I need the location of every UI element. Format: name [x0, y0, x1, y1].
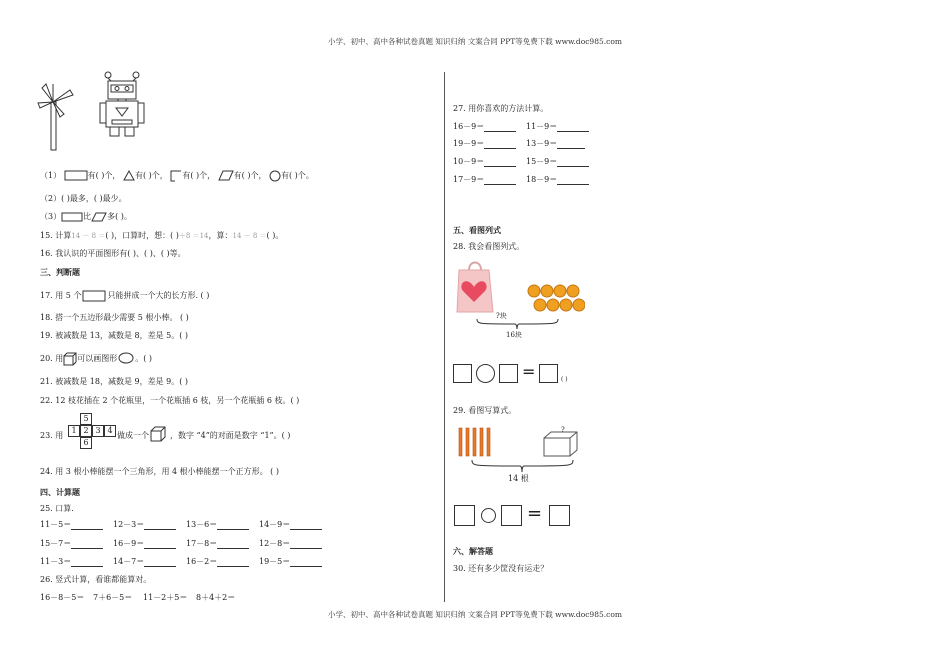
section-3-title: 三、判断题: [40, 267, 80, 277]
page-footer: 小学、初中、高中各种试卷真题 知识归纳 文案合同 PPT等免费下载 www.doc985.com: [328, 610, 622, 619]
vertical-expr: 7＋6－5＝: [93, 593, 133, 602]
q29: 29. 看图写算式。: [453, 406, 517, 415]
q25: 25. 口算.: [40, 504, 74, 513]
triangle-shape-icon: [123, 170, 135, 182]
gift-bag-illustration: [455, 258, 497, 314]
q26: 26. 竖式计算，看谁都能算对。: [40, 575, 152, 584]
q28: 28. 我会看图列式。: [453, 242, 525, 251]
calc-item: 19－9＝: [453, 139, 516, 149]
net-cell: 4: [104, 425, 116, 437]
q28-unknown-label: ?块: [496, 312, 507, 320]
unit-paren: ( ): [561, 376, 568, 383]
oral-item: 14－7＝: [113, 557, 176, 567]
column-divider: [444, 72, 445, 602]
oral-item: 15－7＝: [40, 539, 103, 549]
answer-box[interactable]: [549, 505, 570, 526]
oral-item: 12－3＝: [113, 520, 176, 530]
page-header: 小学、初中、高中各种试卷真题 知识归纳 文案合同 PPT等免费下载 www.doc985.com: [328, 37, 622, 46]
calc-item: 10－9＝: [453, 157, 516, 167]
answer-box[interactable]: [454, 505, 475, 526]
q23-label-c: ，数字 “4”的对面是数字 “1”。( ): [170, 431, 291, 440]
rectangle-shape-icon: [64, 170, 88, 182]
oval-icon: [117, 352, 135, 366]
section-6-title: 六、解答题: [453, 546, 493, 556]
calc-item: 15－9＝: [526, 157, 589, 167]
q28-total-label: 16块: [506, 331, 522, 339]
brace: [475, 318, 560, 330]
brace: [470, 459, 575, 473]
oral-item: 16－2＝: [186, 557, 249, 567]
calc-item: 16－9＝: [453, 122, 516, 132]
q18: 18. 搭一个五边形最少需要 5 根小棒。 ( ): [40, 313, 189, 322]
calc-item: 17－9＝: [453, 175, 516, 185]
small-rectangle-icon: [81, 289, 107, 303]
q20: 20. 用 可以画图形 。( ): [40, 352, 152, 366]
q29-total-label: 14 根: [508, 474, 529, 483]
answer-box[interactable]: [453, 364, 472, 383]
oral-item: 17－8＝: [186, 539, 249, 549]
q16: 16. 我认识的平面图形有( )、( )、( )等。: [40, 249, 186, 258]
q29-unknown-label: ?: [561, 426, 565, 434]
vertical-expr: 16－8－5＝: [40, 593, 85, 602]
answer-box[interactable]: [499, 364, 518, 383]
oral-item: 19－5＝: [259, 557, 322, 567]
oral-item: 14－9＝: [259, 520, 322, 530]
sticks-illustration: [457, 427, 495, 457]
robot-figure: [96, 70, 148, 138]
q24: 24. 用 3 根小棒能摆一个三角形，用 4 根小棒能摆一个正方形。 ( ): [40, 467, 279, 476]
cookies-illustration: [525, 283, 585, 315]
vertical-expr: 8＋4＋2＝: [196, 593, 236, 602]
q17: 17. 用 5 个 只能拼成一个大的长方形. ( ): [40, 289, 209, 303]
rectangle-shape-icon: [61, 212, 83, 222]
q14-part2: （2）( )最多，( )最少。: [40, 194, 127, 203]
oral-item: 16－9＝: [113, 539, 176, 549]
q23-label-a: 23. 用: [40, 431, 64, 440]
calc-item: 11－9＝: [526, 122, 589, 132]
q27: 27. 用你喜欢的方法计算。: [453, 104, 549, 113]
parallelogram-shape-icon: [218, 170, 234, 182]
q14-part1: （1） 有( )个， 有( )个， 有( )个， 有( )个， 有( )个。: [40, 171, 314, 180]
q15: 15. 计算14 － 8 ＝( )，口算时，想：( )＋8 ＝14，算：14 － 8 ＝( )。: [40, 231, 284, 240]
circle-shape-icon: [269, 170, 281, 182]
oral-item: 12－8＝: [259, 539, 322, 549]
windmill-figure: [36, 80, 76, 152]
section-4-title: 四、计算题: [40, 487, 80, 497]
q22: 22. 12 枝花插在 2 个花瓶里，一个花瓶插 6 枝，另一个花瓶插 6 枝。( ): [40, 396, 300, 405]
q14-part3: （3） 比 多( )。: [40, 212, 132, 221]
calc-item: 13－9＝: [526, 139, 585, 149]
equals-sign: =: [522, 362, 536, 381]
cube-icon: [150, 426, 166, 442]
oral-item: 13－6＝: [186, 520, 249, 530]
net-cell: 1: [68, 425, 80, 437]
vertical-expr: 11－2＋5＝: [143, 593, 188, 602]
q23-label-b: 做成一个: [117, 431, 149, 440]
operator-circle[interactable]: [476, 364, 495, 383]
answer-box[interactable]: [539, 364, 558, 383]
operator-circle[interactable]: [481, 508, 496, 523]
q21: 21. 被减数是 18，减数是 9，差是 9。( ): [40, 377, 189, 386]
parallelogram-shape-icon: [91, 212, 107, 222]
oral-item: 11－5＝: [40, 520, 103, 530]
q30: 30. 还有多少筐没有运走？: [453, 564, 549, 573]
net-cell: 5: [80, 413, 92, 425]
q19: 19. 被减数是 13，减数是 8，差是 5。( ): [40, 331, 189, 340]
section-5-title: 五、看图列式: [453, 225, 501, 235]
oral-item: 11－3＝: [40, 557, 103, 567]
equals-sign: =: [527, 503, 543, 524]
answer-box[interactable]: [501, 505, 522, 526]
cube-icon: [63, 352, 77, 366]
net-cell: 2: [80, 425, 92, 437]
calc-item: 18－9＝: [526, 175, 589, 185]
net-cell: 3: [92, 425, 104, 437]
l-shape-icon: [170, 170, 182, 182]
net-cell: 6: [80, 437, 92, 449]
